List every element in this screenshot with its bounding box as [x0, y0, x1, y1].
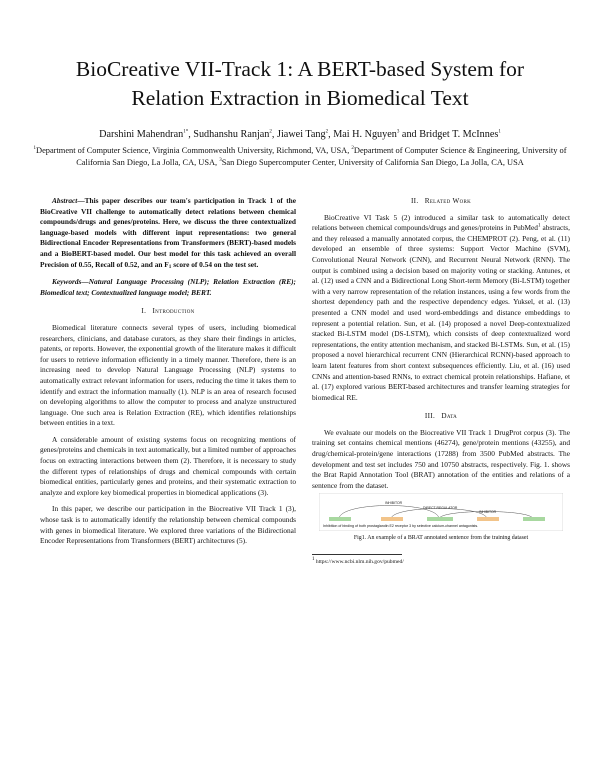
left-column	[40, 196, 296, 547]
chemical-entity-span	[381, 517, 403, 521]
keywords-lead: Keywords	[52, 277, 82, 287]
annotated-sentence: Inhibition of binding of both prostaglandin E2 receptor 3 by selective calcium-channel antagonists.	[323, 524, 479, 529]
section-heading-data	[312, 411, 570, 422]
affiliation-3: San Diego Supercomputer Center, University of	[221, 157, 383, 167]
brat-annotation-figure	[319, 493, 563, 531]
relation-label: DIRECT-REGULATOR	[423, 506, 458, 511]
intro-paragraph-3: In this paper, we describe our participation in the Biocreative VII Track 1 (3), whose task is to automatically identify the relationship between chemical compounds with genes in biomedical literature. We explored three variations of the Bidirectional Encoder Representations from Transformers (BERT) architectures (5).	[40, 504, 296, 546]
author-name: Mai H. Nguyen	[333, 129, 397, 140]
title-line-2: Relation Extraction in Biomedical Text	[131, 86, 469, 110]
author-name: Jiawei Tang	[277, 129, 326, 140]
related-work-paragraph: BioCreative VI Task 5 (2) introduced a similar task to automatically detect relations between chemical compounds/drugs and genes/proteins in PubMed$^1$ abstracts, and they released a manually annotated corpus, the CHEMPROT (2). Peng, et al. (11) developed an ensemble of three systems: Support Vector Machine (SVM), Convolutional Neural Network (CNN), and Recurrent Neural Network (RNN). The output is combined using a decision based on majority voting or stacking. Antunes, et al. (12) used a CNN and a Bidirectional Long Short-term Memory (Bi-LSTM) together with a very narrow representation of the relation instances, using a few words from the shortest dependency path and the respective dependency edges. Yuksel, et al. (13) presented a CNN model and used word-embeddings and distance embeddings to represent a potential relation. Sun, et al. (14) proposed a novel Deep-contextualized stacked Bi-LSTM model (DS-LSTM), which consists of deep contextualized word representations, the entity attention mechanism, and stacked Bi-LSTMs. Sun, et al. (15) proposed a novel hierarchical recurrent CNN (Hierarchical RCNN)-based approach to learn latent features from short context subsequences efficiently. Liu, et al. (16) used CNNs and attention-based RNNs, to extract chemical protein relationships. Hafiane, et al. (17) explored various BERT-based architectures and transfer learning strategies for biomedical RE.	[312, 212, 570, 402]
section-number: I.	[141, 307, 147, 316]
abstract-text: —This paper describes our team's participation in Track 1 of the BioCreative VII challenge to automatically detect relations between chemical compounds/drugs and genes/proteins. Here, we discuss the three contextualized language-based models with different input representations: two general Bidirectional Encoder Representations from Transformers (BERT)-based models and a BioBERT-based model. Our best model for this task achieved an overall Precision of 0.55, Recall of 0.52, and an F	[40, 196, 296, 269]
footnote	[312, 557, 570, 568]
footnote-mark: 1	[312, 557, 315, 563]
right-column	[312, 196, 570, 568]
title-line-1: BioCreative VII-Track 1: A BERT-based System for	[75, 57, 525, 81]
gene-entity-span	[523, 517, 545, 521]
affiliation-1: Department of Computer Science, Virginia Commonwealth University, Richmond, VA, USA,	[36, 146, 350, 155]
author-mark: 2	[269, 129, 272, 135]
section-heading-related-work	[312, 196, 570, 207]
abstract-tail: score of 0.54 on the test set.	[171, 259, 259, 269]
footnote-ref[interactable]: 1	[537, 223, 541, 229]
keywords	[40, 277, 296, 298]
author-name: Sudhanshu Ranjan	[193, 129, 270, 140]
section-title: Introduction	[152, 307, 195, 316]
chemical-entity-span	[477, 517, 499, 521]
paper-title	[30, 55, 570, 113]
section-heading-introduction	[40, 306, 296, 317]
author-mark: 3	[396, 129, 400, 135]
relation-label: INHIBITOR	[479, 510, 497, 515]
data-paragraph: We evaluate our models on the Biocreative VII Track 1 DrugProt corpus (3). The training set contains chemical mentions (46274), gene/protein mentions (43255), and drug/chemical-protein/gene interactions (17288) from 3500 PubMed abstracts. The development and test set includes 750 and 10750 abstracts, respectively. Fig. 1. shows the Brat Rapid Annotation Tool (BRAT) annotation of the entities and relations of a sentence from the dataset.	[312, 427, 570, 490]
author-name: Darshini Mahendran	[99, 129, 184, 140]
corresponding-mark: *	[185, 129, 189, 135]
section-title: Related Work	[424, 197, 472, 205]
affiliation-2: Department of Computer Science	[353, 146, 467, 155]
intro-paragraph-2: A considerable amount of existing systems focus on recognizing mentions of genes/proteins and chemicals in text automatically, but a limited number of approaches focus on extracting interactions between them (2). Therefore, it is necessary to study the different types of relationships of drugs and chemical compounds with certain biomedical entities, particularly genes and proteins, and their systematic extraction to analyze and explore key biomedical properties in biomedical applications (3).	[40, 434, 296, 497]
abstract-lead: Abstract	[52, 196, 78, 205]
author-mark: 2	[325, 129, 329, 135]
figure-caption: Fig1. An example of a BRAT annotated sentence from the training dataset	[353, 535, 529, 542]
author-mark: 1	[498, 129, 501, 135]
author-mark: 1	[183, 129, 186, 135]
section-number: III.	[424, 412, 436, 421]
gene-entity-span	[329, 517, 351, 521]
author-list: Darshini Mahendran$^{1*}$, Sudhanshu Ranjan$^2$, Jiawei Tang$^2$, Mai H. Nguyen$^3$ and Bridget T. McInnes$^1$	[99, 129, 501, 140]
footnote-url[interactable]: https://www.ncbi.nlm.nih.gov/pubmed/	[314, 559, 404, 566]
intro-paragraph-1: Biomedical literature connects several types of users, including biomedical researchers, clinicians, and database curators, as they share their findings in articles, patents, or reports. However, the exponential growth of the literature makes it difficult for users to retrieve information efficiently in a timely manner. Therefore, there is an increasing need to develop Natural Language Processing (NLP) systems to automatically extract relevant information for users, reducing the time it takes them to identify and extract the information manually (1). NLP is an area of research focused on developing algorithms to allow the computer to process and analyze unstructured language. One such area is Relation Extraction (RE), which identifies relationships between entities in a text.	[40, 322, 296, 428]
gene-entity-span	[427, 517, 453, 521]
footnote-rule	[312, 554, 402, 555]
affiliations: $^1$Department of Computer Science, Virginia Commonwealth University, Richmond, VA, USA, $^2$Department of Computer Science & Engineering, University of California San Diego, La Jolla, CA, USA, $^3$San Diego Supercomputer Center, University of California San Diego, La Jolla, CA, USA	[33, 146, 567, 167]
relation-label: INHIBITOR	[385, 501, 403, 506]
f1-subscript: 1	[168, 263, 172, 270]
affiliation-3-cont: California San Diego, La Jolla, CA, USA	[384, 157, 524, 167]
keywords-text: —Natural Language Processing (NLP); Relation Extraction (RE); Biomedical text; Contextualized language model; BERT.	[40, 277, 296, 297]
author-name: Bridget T. McInnes	[419, 129, 499, 140]
section-number: II.	[410, 197, 419, 205]
abstract	[40, 196, 296, 272]
affiliation-2-cont: & Engineering, University of California San Diego, La Jolla, CA, USA,	[76, 146, 567, 167]
section-title: Data	[441, 412, 458, 421]
